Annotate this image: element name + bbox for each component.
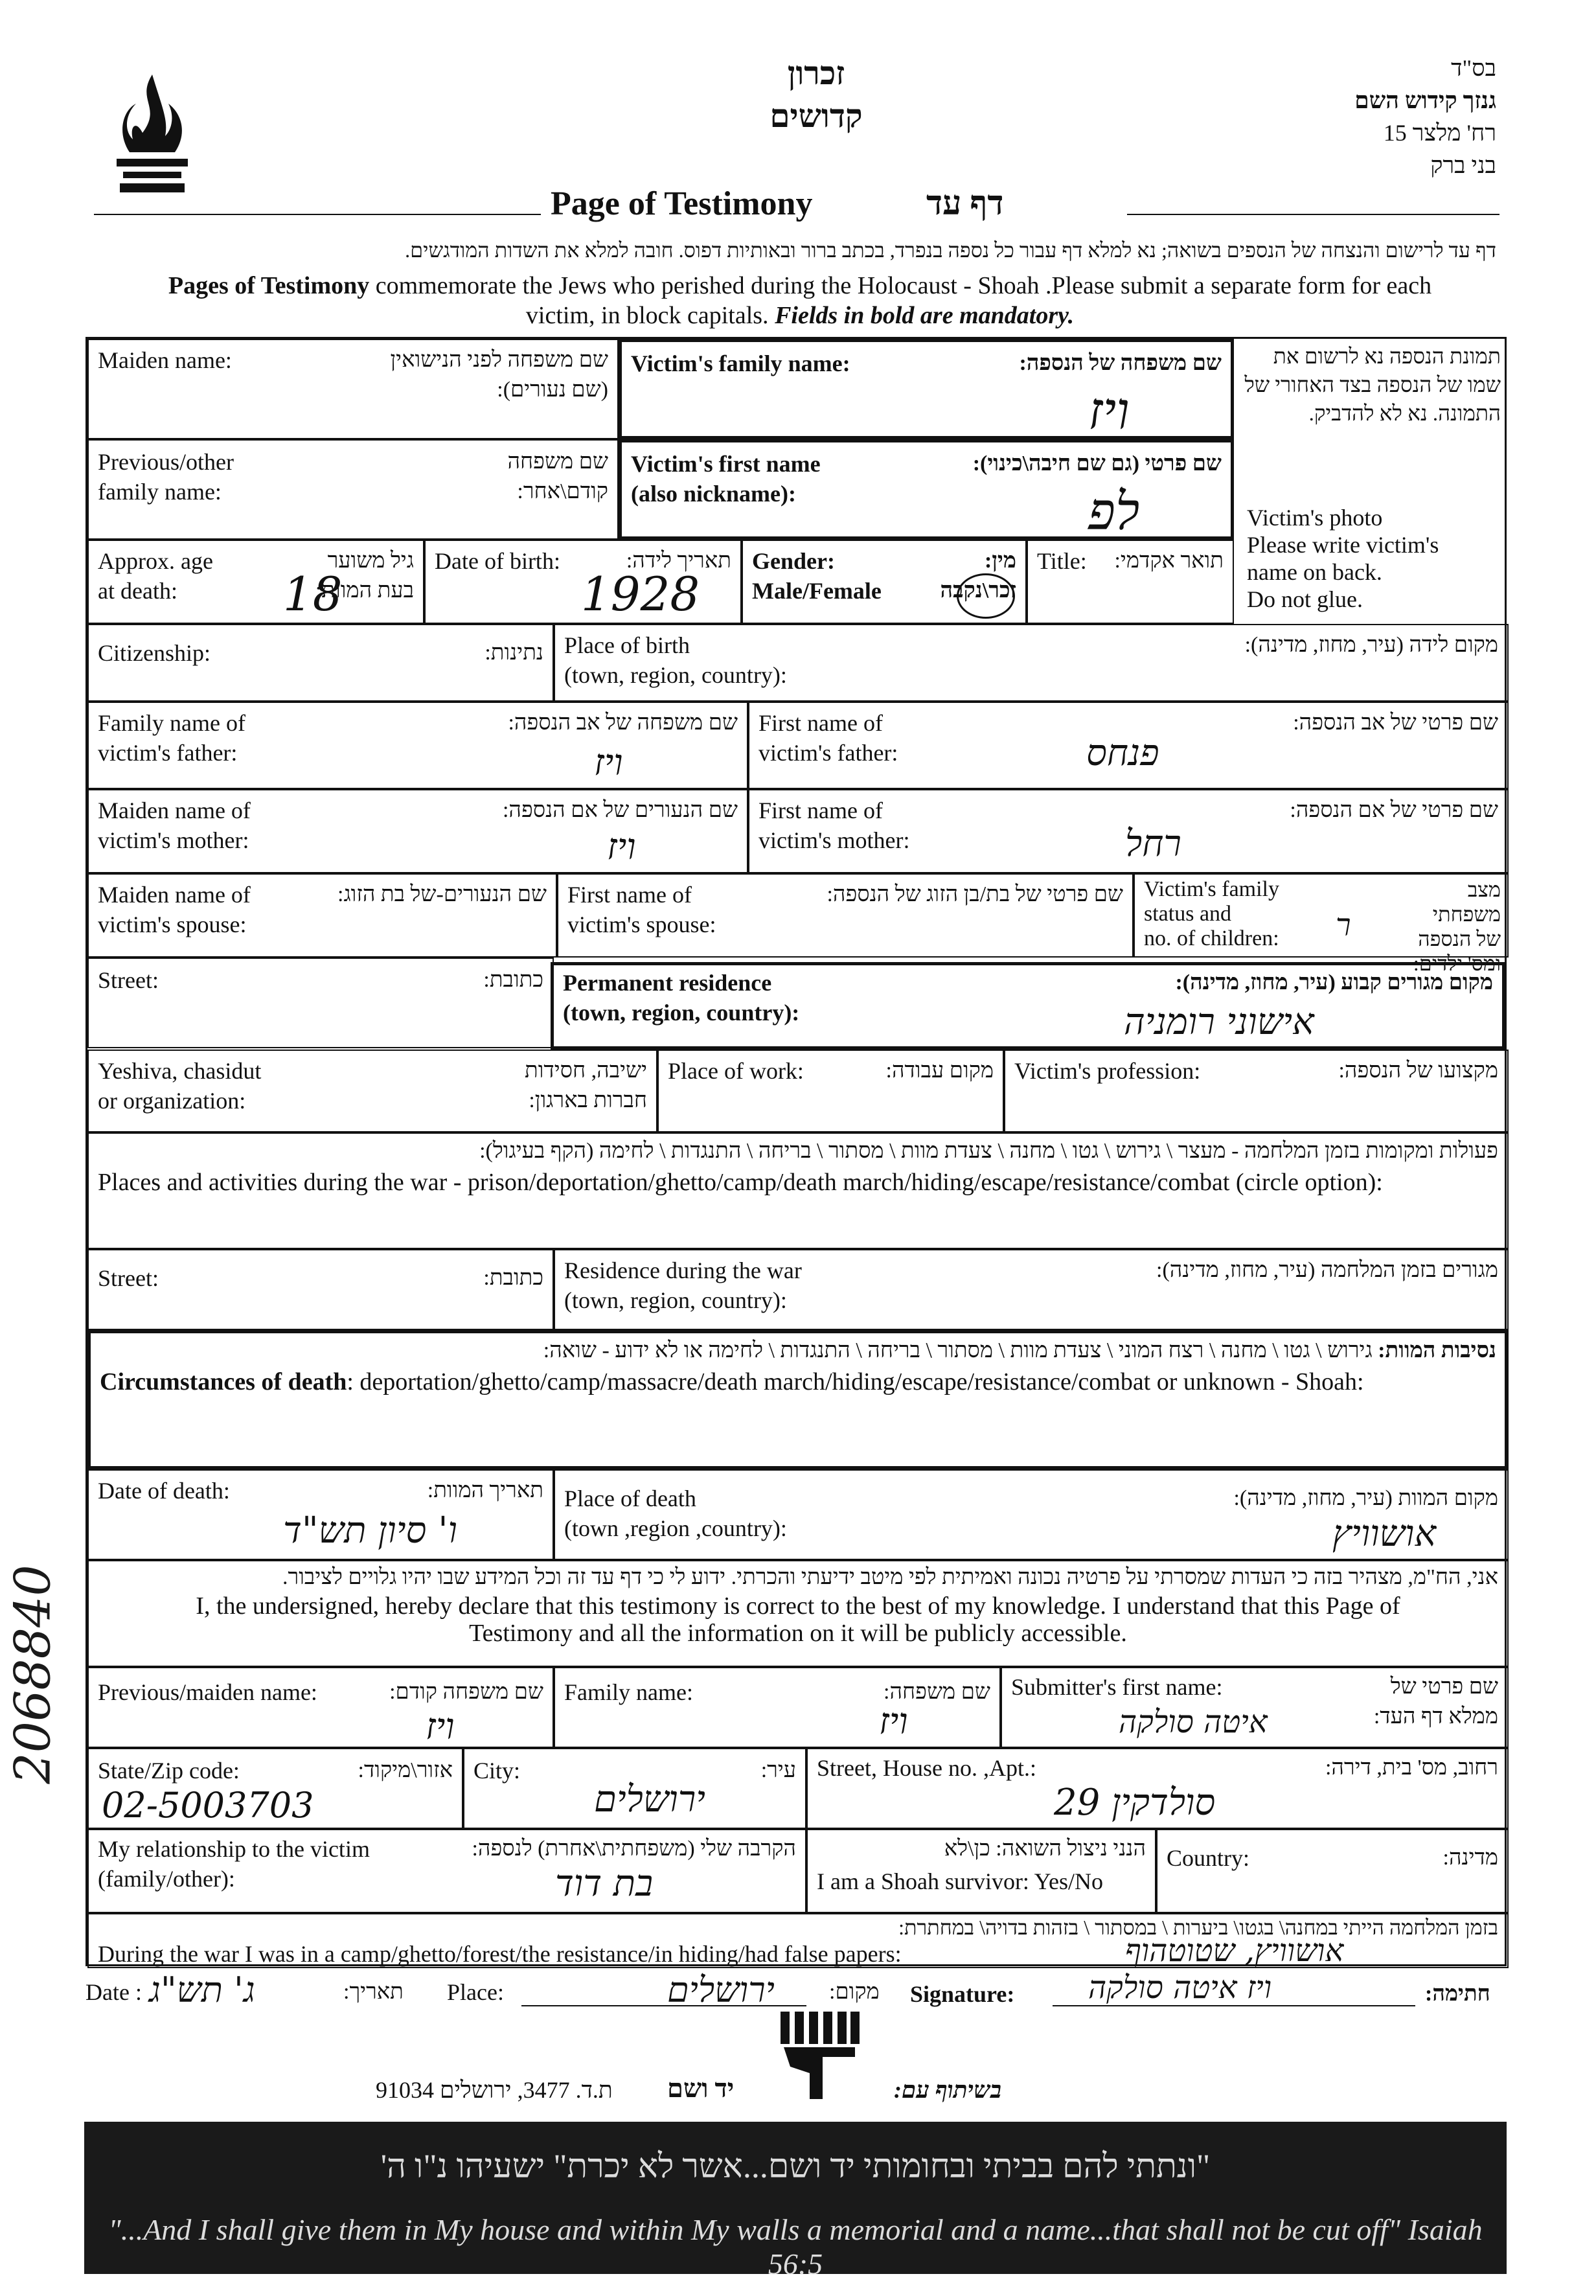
circumstances-en-rest: : deportation/ghetto/camp/massacre/death march/hiding/escape/resistance/combat or unknown - Shoah: bbox=[347, 1368, 1364, 1395]
cell-father-family[interactable] bbox=[87, 702, 748, 789]
cell-maiden-name[interactable] bbox=[87, 339, 619, 439]
mother-maiden-label bbox=[98, 796, 251, 855]
photo-note-en bbox=[1247, 504, 1439, 613]
cell-gender[interactable] bbox=[742, 540, 1027, 624]
city-label: City: bbox=[473, 1758, 521, 1784]
house-label: Street, House no. ,Apt.: bbox=[817, 1755, 1036, 1781]
intro-en-bold: Pages of Testimony bbox=[168, 272, 370, 299]
age-l1: Approx. age bbox=[98, 548, 213, 574]
place-label-he: מקום: bbox=[829, 1980, 880, 2004]
photo-note-3: name on back. bbox=[1247, 559, 1382, 585]
first-name-label-he: שם פרטי (גם שם חיבה\כינוי): bbox=[972, 452, 1222, 476]
header-line-3: רח' מלצר 15 bbox=[1383, 120, 1496, 146]
house-label-he: רחוב, מס' בית, דירה: bbox=[1325, 1756, 1498, 1780]
cell-age[interactable] bbox=[87, 540, 424, 624]
cell-father-first[interactable] bbox=[748, 702, 1509, 789]
yeshiva-l2: or organization: bbox=[98, 1088, 246, 1114]
maiden-name-label: Maiden name: bbox=[98, 347, 232, 373]
father-family-label-he: שם משפחה של אב הנספה: bbox=[508, 711, 738, 735]
gender-l1: Gender: bbox=[752, 548, 835, 574]
header-line-1: בס"ד bbox=[1451, 55, 1496, 81]
cell-city[interactable] bbox=[463, 1748, 806, 1829]
death-place-l1: Place of death bbox=[564, 1486, 696, 1511]
father-first-value: פנחס bbox=[1086, 732, 1159, 774]
sub-first-value: איטה סולקה bbox=[1119, 1704, 1268, 1740]
circumstances-he-bold: נסיבות המוות: bbox=[1378, 1338, 1496, 1362]
prev-family-label bbox=[98, 447, 234, 507]
spouse-maiden-label bbox=[98, 880, 251, 939]
birthplace-l1: Place of birth bbox=[564, 632, 690, 658]
country-label: Country: bbox=[1167, 1845, 1250, 1871]
sub-prev-label: Previous/maiden name: bbox=[98, 1679, 317, 1705]
circumstances-en bbox=[100, 1367, 1364, 1397]
family-status-l1: Victim's family bbox=[1144, 877, 1279, 901]
mother-maiden-value: ויז bbox=[607, 826, 636, 868]
first-name-value: לפ bbox=[1088, 481, 1140, 542]
cell-sub-family[interactable] bbox=[554, 1667, 1001, 1748]
mother-first-label bbox=[758, 796, 909, 855]
birthplace-label bbox=[564, 630, 787, 690]
birthplace-l2: (town, region, country): bbox=[564, 662, 787, 688]
photo-note-1: Victim's photo bbox=[1247, 505, 1383, 531]
cell-birthplace[interactable] bbox=[554, 624, 1509, 702]
testimony-form bbox=[86, 337, 1507, 1969]
dob-label: Date of birth: bbox=[435, 548, 560, 574]
cell-spouse-first[interactable] bbox=[557, 873, 1134, 958]
sub-family-value: ויז bbox=[879, 1701, 908, 1743]
survivor-label-he: הנני ניצול השואה: כן\לא bbox=[944, 1837, 1146, 1861]
father-family-l1: Family name of bbox=[98, 710, 245, 736]
father-first-label-he: שם פרטי של אב הנספה: bbox=[1293, 711, 1498, 735]
spouse-maiden-l2: victim's spouse: bbox=[98, 912, 247, 937]
signature-label: Signature: bbox=[910, 1981, 1015, 2007]
signature-label-he: חתימה: bbox=[1425, 1982, 1490, 2006]
spouse-first-l2: victim's spouse: bbox=[567, 912, 716, 937]
address-label: ת.ד. 3477, ירושלים 91034 bbox=[376, 2077, 613, 2103]
zip-value: 02-5003703 bbox=[102, 1785, 314, 1826]
photo-note-2: Please write victim's bbox=[1247, 532, 1439, 558]
intro-he: דף עד לרישום והנצחה של הנספים בשואה; נא למלא דף עבור כל נספה בנפרד, בכתב ברור ובאותיות דפוס. חובה למלא את השדות המודגשים. bbox=[405, 238, 1496, 262]
cell-relationship[interactable] bbox=[87, 1829, 806, 1913]
city-value: ירושלים bbox=[594, 1778, 705, 1820]
residence-l1: Permanent residence bbox=[563, 970, 772, 996]
father-first-l2: victim's father: bbox=[758, 740, 898, 766]
war-residence-label-he: מגורים בזמן המלחמה (עיר, מחוז, מדינה): bbox=[1156, 1258, 1498, 1282]
header-line-4: בני ברק bbox=[1430, 152, 1496, 178]
zip-label-he: אזור\מיקוד: bbox=[358, 1758, 453, 1782]
cell-title[interactable] bbox=[1027, 540, 1234, 624]
mother-maiden-label-he: שם הנעורים של אם הנספה: bbox=[502, 798, 738, 822]
residence-value: אישוני רומניה bbox=[1124, 1001, 1314, 1043]
war-residence-label bbox=[564, 1256, 802, 1315]
intro-en-1: commemorate the Jews who perished during the Holocaust - Shoah .Please submit a separate form for each bbox=[369, 272, 1432, 299]
title-rule-left bbox=[94, 214, 541, 215]
death-place-label-he: מקום המוות (עיר, מחוז, מדינה): bbox=[1233, 1486, 1498, 1510]
spouse-first-label-he: שם פרטי של בת/בן הזוג של הנספה: bbox=[826, 882, 1123, 906]
father-first-label bbox=[758, 708, 898, 768]
family-name-label-he: שם משפחה של הנספה: bbox=[1019, 351, 1222, 375]
place-value: ירושלים bbox=[667, 1969, 775, 2010]
residence-label bbox=[563, 968, 799, 1027]
street-label-he: כתובת: bbox=[483, 968, 543, 992]
spouse-first-l1: First name of bbox=[567, 882, 692, 908]
mother-first-value: רחל bbox=[1125, 823, 1181, 865]
profession-label: Victim's profession: bbox=[1014, 1058, 1201, 1084]
death-place-label bbox=[564, 1484, 787, 1543]
gender-circle-mark bbox=[957, 573, 1015, 619]
footer-quote-he: "ונתתי להם בביתי ובחומותי יד ושם...אשר לא יכרת" ישעיהו נ"ו ה' bbox=[380, 2148, 1211, 2185]
age-l2: at death: bbox=[98, 578, 177, 604]
sub-first-label-he: שם פרטי של ממלא דף העד: bbox=[1373, 1675, 1498, 1728]
declaration-en bbox=[89, 1592, 1507, 1647]
birthplace-label-he: מקום לידה (עיר, מחוז, מדינה): bbox=[1244, 633, 1498, 657]
date-label-he: תאריך: bbox=[343, 1980, 404, 2004]
circumstances-he bbox=[543, 1338, 1496, 1363]
mother-first-l1: First name of bbox=[758, 798, 883, 823]
residence-label-he: מקום מגורים קבוע (עיר, מחוז, מדינה): bbox=[1175, 970, 1493, 994]
flame-logo-icon bbox=[104, 68, 201, 198]
cell-house[interactable] bbox=[806, 1748, 1509, 1829]
cell-country[interactable] bbox=[1156, 1829, 1509, 1913]
place-label: Place: bbox=[447, 1979, 504, 2005]
dob-value: 1928 bbox=[581, 567, 700, 621]
sub-prev-label-he: שם משפחה קודם: bbox=[389, 1680, 543, 1704]
intro-en bbox=[97, 271, 1503, 330]
war-camp-value: אושוויץ, שטוטהוף bbox=[1125, 1933, 1344, 1969]
side-archive-number: 2068840 bbox=[3, 1565, 62, 1784]
gender-label-he: מין: זכר\נקבה bbox=[940, 549, 1016, 603]
cell-street[interactable] bbox=[87, 958, 554, 1048]
prev-family-label-he: שם משפחה קודם\אחר: bbox=[507, 450, 608, 503]
relationship-l2: (family/other): bbox=[98, 1866, 235, 1892]
cell-sub-first[interactable] bbox=[1001, 1667, 1509, 1748]
age-label-he: גיל משוער בעת המוות: bbox=[315, 549, 414, 603]
intro-en-2b: Fields in bold are mandatory. bbox=[775, 302, 1075, 329]
activities-he: פעולות ומקומות בזמן המלחמה - מעצר \ גירוש \ גטו \ מחנה \ צעדת מוות \ מסתור \ בריחה \ התנגדות \ לחימה (הקף בעיגול): bbox=[479, 1139, 1498, 1163]
survivor-label-en: I am a Shoah survivor: Yes/No bbox=[817, 1868, 1103, 1894]
footer-quote-en: "...And I shall give them in My house and within My walls a memorial and a name...that shall not be cut off" Isaiah 56:5 bbox=[108, 2213, 1483, 2280]
cell-declaration bbox=[87, 1560, 1509, 1667]
gender-l2: Male/Female bbox=[752, 578, 882, 604]
age-label bbox=[98, 546, 213, 606]
first-name-label bbox=[631, 449, 821, 509]
citizenship-label: Citizenship: bbox=[98, 640, 211, 666]
signature-value: ויז איטה סולקה bbox=[1088, 1969, 1272, 2006]
header-top-right bbox=[1282, 52, 1496, 181]
cell-mother-maiden[interactable] bbox=[87, 789, 748, 873]
family-name-value: ויז bbox=[1088, 381, 1130, 441]
first-name-l2: (also nickname): bbox=[631, 481, 796, 507]
mother-maiden-l1: Maiden name of bbox=[98, 798, 251, 823]
father-family-value: ויז bbox=[594, 742, 623, 784]
street-label: Street: bbox=[98, 967, 159, 993]
family-name-label: Victim's family name: bbox=[631, 350, 850, 376]
cell-dod[interactable] bbox=[87, 1469, 554, 1560]
cell-residence[interactable] bbox=[551, 962, 1505, 1050]
cell-first-name[interactable] bbox=[619, 439, 1234, 540]
cell-circumstances[interactable] bbox=[87, 1330, 1509, 1469]
activities-en: Places and activities during the war - prison/deportation/ghetto/camp/death march/hiding/escape/resistance/combat (circle option): bbox=[98, 1169, 1383, 1196]
spouse-first-label bbox=[567, 880, 716, 939]
footer-quote-band bbox=[84, 2122, 1507, 2280]
death-place-l2: (town ,region ,country): bbox=[564, 1515, 787, 1541]
cell-previous-family[interactable] bbox=[87, 439, 619, 540]
page-title: Page of Testimony bbox=[551, 185, 813, 222]
spouse-maiden-l1: Maiden name of bbox=[98, 882, 251, 908]
cell-dob[interactable] bbox=[424, 540, 742, 624]
work-label: Place of work: bbox=[668, 1058, 804, 1084]
war-camp-en: During the war I was in a camp/ghetto/forest/the resistance/in hiding/had false papers: bbox=[98, 1941, 902, 1967]
title-label: Title: bbox=[1037, 548, 1087, 574]
cell-war-camp[interactable] bbox=[87, 1913, 1509, 1968]
cell-family-name[interactable] bbox=[619, 339, 1234, 439]
yeshiva-label bbox=[98, 1056, 261, 1116]
family-status-label-he: מצב משפחתי של הנספה ומס' ילדים: bbox=[1413, 878, 1501, 975]
relationship-l1: My relationship to the victim bbox=[98, 1836, 370, 1862]
photo-note-he: תמונת הנספה נא לרשום את שמו של הנספה בצד האחורי של התמונה. נא לא להדביק. bbox=[1244, 345, 1501, 426]
street2-label: Street: bbox=[98, 1265, 159, 1291]
sub-first-label: Submitter's first name: bbox=[1011, 1674, 1223, 1700]
war-residence-l1: Residence during the war bbox=[564, 1257, 802, 1283]
city-label-he: עיר: bbox=[760, 1758, 796, 1782]
zip-label: State/Zip code: bbox=[98, 1758, 240, 1784]
house-value: סולדקין 29 bbox=[1054, 1782, 1216, 1824]
cell-family-status[interactable] bbox=[1134, 873, 1509, 975]
sub-family-label: Family name: bbox=[564, 1679, 693, 1705]
date-label: Date : bbox=[86, 1979, 142, 2005]
yad-vashem-emblem-icon bbox=[777, 2008, 861, 2106]
prev-family-l1: Previous/other bbox=[98, 449, 234, 475]
cell-survivor[interactable] bbox=[806, 1829, 1156, 1913]
circumstances-he-rest: גירוש \ גטו \ מחנה \ רצח המוני \ צעדת מוות \ מסתור \ בריחה \ התנגדות \ לחימה או לא ידוע - שואה: bbox=[543, 1338, 1378, 1362]
mother-first-label-he: שם פרטי של אם הנספה: bbox=[1290, 798, 1498, 822]
declaration-en-1: I, the undersigned, hereby declare that this testimony is correct to the best of my knowledge. I understand that this Page of bbox=[196, 1592, 1400, 1620]
cell-mother-first[interactable] bbox=[748, 789, 1509, 873]
relationship-value: בת דוד bbox=[555, 1863, 654, 1905]
header-kedoshim: קדושים bbox=[770, 98, 863, 134]
cell-yeshiva[interactable] bbox=[87, 1050, 657, 1132]
age-value: 18 bbox=[283, 567, 343, 621]
dod-label-he: תאריך המוות: bbox=[427, 1478, 543, 1502]
family-status-value: ר bbox=[1336, 907, 1351, 943]
residence-l2: (town, region, country): bbox=[563, 1000, 800, 1026]
first-name-l1: Victim's first name bbox=[631, 451, 821, 477]
country-label-he: מדינה: bbox=[1442, 1846, 1498, 1870]
page-title-he: דף עד bbox=[926, 185, 1004, 222]
war-residence-l2: (town, region, country): bbox=[564, 1287, 787, 1313]
cell-citizenship[interactable] bbox=[87, 624, 554, 702]
family-status-l2: status and bbox=[1144, 902, 1232, 926]
family-status-label bbox=[1144, 877, 1279, 951]
cell-death-place[interactable] bbox=[554, 1469, 1509, 1560]
date-value: ג' תש"ג bbox=[149, 1969, 255, 2010]
title-label-he: תואר אקדמי: bbox=[1114, 549, 1224, 573]
prev-family-l2: family name: bbox=[98, 479, 222, 505]
cell-war-residence[interactable] bbox=[554, 1249, 1509, 1330]
spouse-maiden-label-he: שם הנעורים-של בת הזוג: bbox=[337, 882, 547, 906]
war-camp-he: בזמן המלחמה הייתי במחנה\ בגטו\ ביערות \ במסתור \ בזהות בדויה\ במחתרת: bbox=[898, 1916, 1498, 1939]
gender-label bbox=[752, 546, 882, 606]
father-family-l2: victim's father: bbox=[98, 740, 238, 766]
cell-work[interactable] bbox=[657, 1050, 1004, 1132]
cell-activities[interactable] bbox=[87, 1132, 1509, 1249]
dob-label-he: תאריך לידה: bbox=[626, 549, 731, 573]
maiden-name-label-he: שם משפחה לפני הנישואין (שם נעורים): bbox=[390, 348, 608, 402]
intro-en-2a: victim, in block capitals. bbox=[525, 302, 775, 329]
yad-vashem-label: יד ושם bbox=[667, 2074, 735, 2103]
yeshiva-label-he: ישיבה, חסידות חברות בארגון: bbox=[524, 1059, 647, 1112]
cell-profession[interactable] bbox=[1004, 1050, 1509, 1132]
circumstances-en-bold: Circumstances of death bbox=[100, 1368, 347, 1395]
cell-zip[interactable] bbox=[87, 1748, 463, 1829]
relationship-label-he: הקרבה שלי (משפחתית\אחרת) לנספה: bbox=[472, 1837, 796, 1861]
profession-label-he: מקצועו של הנספה: bbox=[1338, 1059, 1498, 1083]
dod-label: Date of death: bbox=[98, 1478, 230, 1504]
header-center bbox=[745, 52, 887, 137]
dod-value: ו' סיון תש"ד bbox=[283, 1510, 457, 1552]
father-first-l1: First name of bbox=[758, 710, 883, 736]
death-place-value: אושוויץ bbox=[1332, 1513, 1437, 1555]
relationship-label bbox=[98, 1834, 370, 1894]
partner-label: בשיתוף עם: bbox=[894, 2077, 1001, 2103]
yeshiva-l1: Yeshiva, chasidut bbox=[98, 1058, 262, 1084]
title-rule-right bbox=[1127, 214, 1499, 215]
declaration-he: אני, הח"מ, מצהיר בזה כי העדות שמסרתי על פרטיה נכונה ואמיתית לפי מיטב ידיעתי והכרתי. ידוע לי כי דף עד זה וכל המידע שבו יהיו גלויים לציבור. bbox=[282, 1565, 1498, 1589]
declaration-en-2: Testimony and all the information on it will be publicly accessible. bbox=[469, 1620, 1127, 1647]
header-line-2: גנזך קידוש השם bbox=[1354, 87, 1496, 113]
street2-label-he: כתובת: bbox=[483, 1266, 543, 1290]
sub-prev-value: ויז bbox=[426, 1706, 455, 1748]
photo-note-4: Do not glue. bbox=[1247, 586, 1363, 612]
father-family-label bbox=[98, 708, 245, 768]
cell-street-2[interactable] bbox=[87, 1249, 554, 1330]
cell-spouse-maiden[interactable] bbox=[87, 873, 557, 958]
family-status-l3: no. of children: bbox=[1144, 926, 1279, 950]
mother-first-l2: victim's mother: bbox=[758, 827, 910, 853]
header-zikaron: זכרון bbox=[787, 55, 845, 91]
sub-family-label-he: שם משפחה: bbox=[884, 1680, 990, 1704]
citizenship-label-he: נתינות: bbox=[484, 641, 543, 665]
cell-sub-prev[interactable] bbox=[87, 1667, 554, 1748]
mother-maiden-l2: victim's mother: bbox=[98, 827, 249, 853]
work-label-he: מקום עבודה: bbox=[885, 1059, 994, 1083]
